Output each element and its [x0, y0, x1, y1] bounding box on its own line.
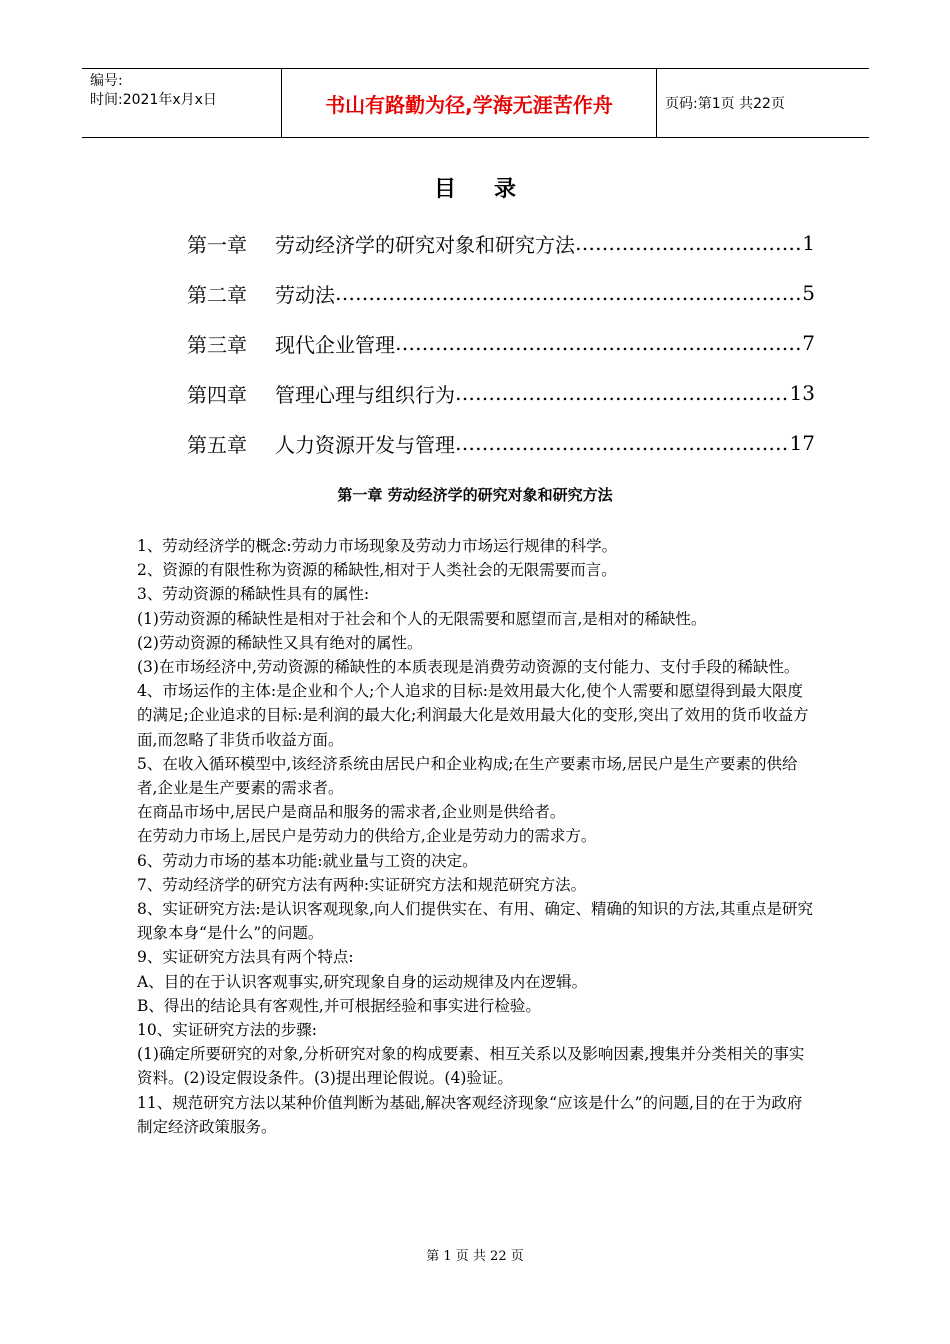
paragraph: 9、实证研究方法具有两个特点: [137, 948, 354, 967]
toc-page: 13 [789, 381, 815, 405]
paragraph: 1、劳动经济学的概念:劳动力市场现象及劳动力市场运行规律的科学。 [137, 537, 618, 555]
toc-page: 17 [789, 431, 815, 455]
toc-name: 劳动法 [275, 282, 335, 307]
toc-leader [395, 331, 802, 355]
header-motto: 书山有路勤为径,学海无涯苦作舟 [281, 69, 657, 137]
toc-leader [455, 381, 790, 405]
paragraph: (1)确定所要研究的对象,分析研究对象的构成要素、相互关系以及影响因素,搜集并分类相关的事实资料。(2)设定假设条件。(3)提出理论假说。(4)验证。 [137, 1045, 805, 1088]
toc-page: 7 [802, 331, 815, 355]
paragraph: 10、实证研究方法的步骤: [137, 1021, 317, 1040]
paragraph: 5、在收入循环模型中,该经济系统由居民户和企业构成;在生产要素市场,居民户是生产要素的供给者,企业是生产要素的需求者。 [137, 754, 798, 798]
toc-item[interactable] [187, 368, 815, 418]
toc-chapter: 第五章 [187, 432, 247, 457]
paragraph: 6、劳动力市场的基本功能:就业量与工资的决定。 [137, 851, 478, 870]
header-left-cell [82, 69, 281, 137]
toc-name: 劳动经济学的研究对象和研究方法 [275, 232, 575, 257]
paragraph: 在商品市场中,居民户是商品和服务的需求者,企业则是供给者。 [137, 803, 566, 822]
toc-item[interactable] [187, 318, 815, 368]
toc-chapter: 第二章 [187, 282, 247, 307]
paragraph: (3)在市场经济中,劳动资源的稀缺性的本质表现是消费劳动资源的支付能力、支付手段的稀缺性。 [137, 658, 800, 677]
toc-item[interactable] [187, 268, 815, 318]
paragraph: 4、市场运作的主体:是企业和个人;个人追求的目标:是效用最大化,使个人需要和愿望得到最大限度的满足;企业追求的目标:是利润的最大化;利润最大化是效用最大化的变形,突出了效用的货币收益方面,而忽略了非货币收益方面。 [137, 682, 809, 749]
page-footer: 第 1 页 共 22 页 [426, 1249, 524, 1264]
body-text [137, 534, 817, 1139]
toc-page: 1 [802, 231, 815, 255]
paragraph: 7、劳动经济学的研究方法有两种:实证研究方法和规范研究方法。 [137, 875, 587, 894]
toc-name: 管理心理与组织行为 [275, 382, 455, 407]
toc-name: 人力资源开发与管理 [275, 432, 455, 457]
toc-chapter: 第四章 [187, 382, 247, 407]
paragraph: (1)劳动资源的稀缺性是相对于社会和个人的无限需要和愿望而言,是相对的稀缺性。 [137, 609, 707, 628]
paragraph: 在劳动力市场上,居民户是劳动力的供给方,企业是劳动力的需求方。 [137, 827, 597, 846]
toc-name: 现代企业管理 [275, 332, 395, 357]
paragraph: (2)劳动资源的稀缺性又具有绝对的属性。 [137, 633, 423, 652]
paragraph: 3、劳动资源的稀缺性具有的属性: [137, 585, 370, 604]
header-page-info: 页码:第1页 共22页 [665, 96, 785, 112]
toc-chapter: 第一章 [187, 232, 247, 257]
toc-item[interactable] [187, 418, 815, 468]
paragraph: 8、实证研究方法:是认识客观现象,向人们提供实在、有用、确定、精确的知识的方法,其重点是研究现象本身“是什么”的问题。 [137, 900, 813, 943]
toc-title: 目录 [433, 176, 554, 202]
toc-leader [455, 431, 790, 455]
toc-leader [575, 231, 802, 255]
toc-page: 5 [802, 281, 815, 305]
toc-chapter: 第三章 [187, 332, 247, 357]
paragraph: A、目的在于认识客观事实,研究现象自身的运动规律及内在逻辑。 [137, 972, 588, 991]
section-title: 第一章 劳动经济学的研究对象和研究方法 [337, 486, 613, 504]
header-table [82, 68, 869, 138]
table-of-contents [187, 218, 815, 468]
toc-item[interactable] [187, 218, 815, 268]
number-label: 编号: [90, 73, 123, 89]
time-label: 时间:2021年x月x日 [90, 92, 217, 108]
paragraph: B、得出的结论具有客观性,并可根据经验和事实进行检验。 [137, 996, 541, 1015]
paragraph: 11、规范研究方法以某种价值判断为基础,解决客观经济现象“应该是什么”的问题,目的在于为政府制定经济政策服务。 [137, 1093, 803, 1136]
toc-leader [335, 281, 802, 305]
paragraph: 2、资源的有限性称为资源的稀缺性,相对于人类社会的无限需要而言。 [137, 561, 617, 580]
